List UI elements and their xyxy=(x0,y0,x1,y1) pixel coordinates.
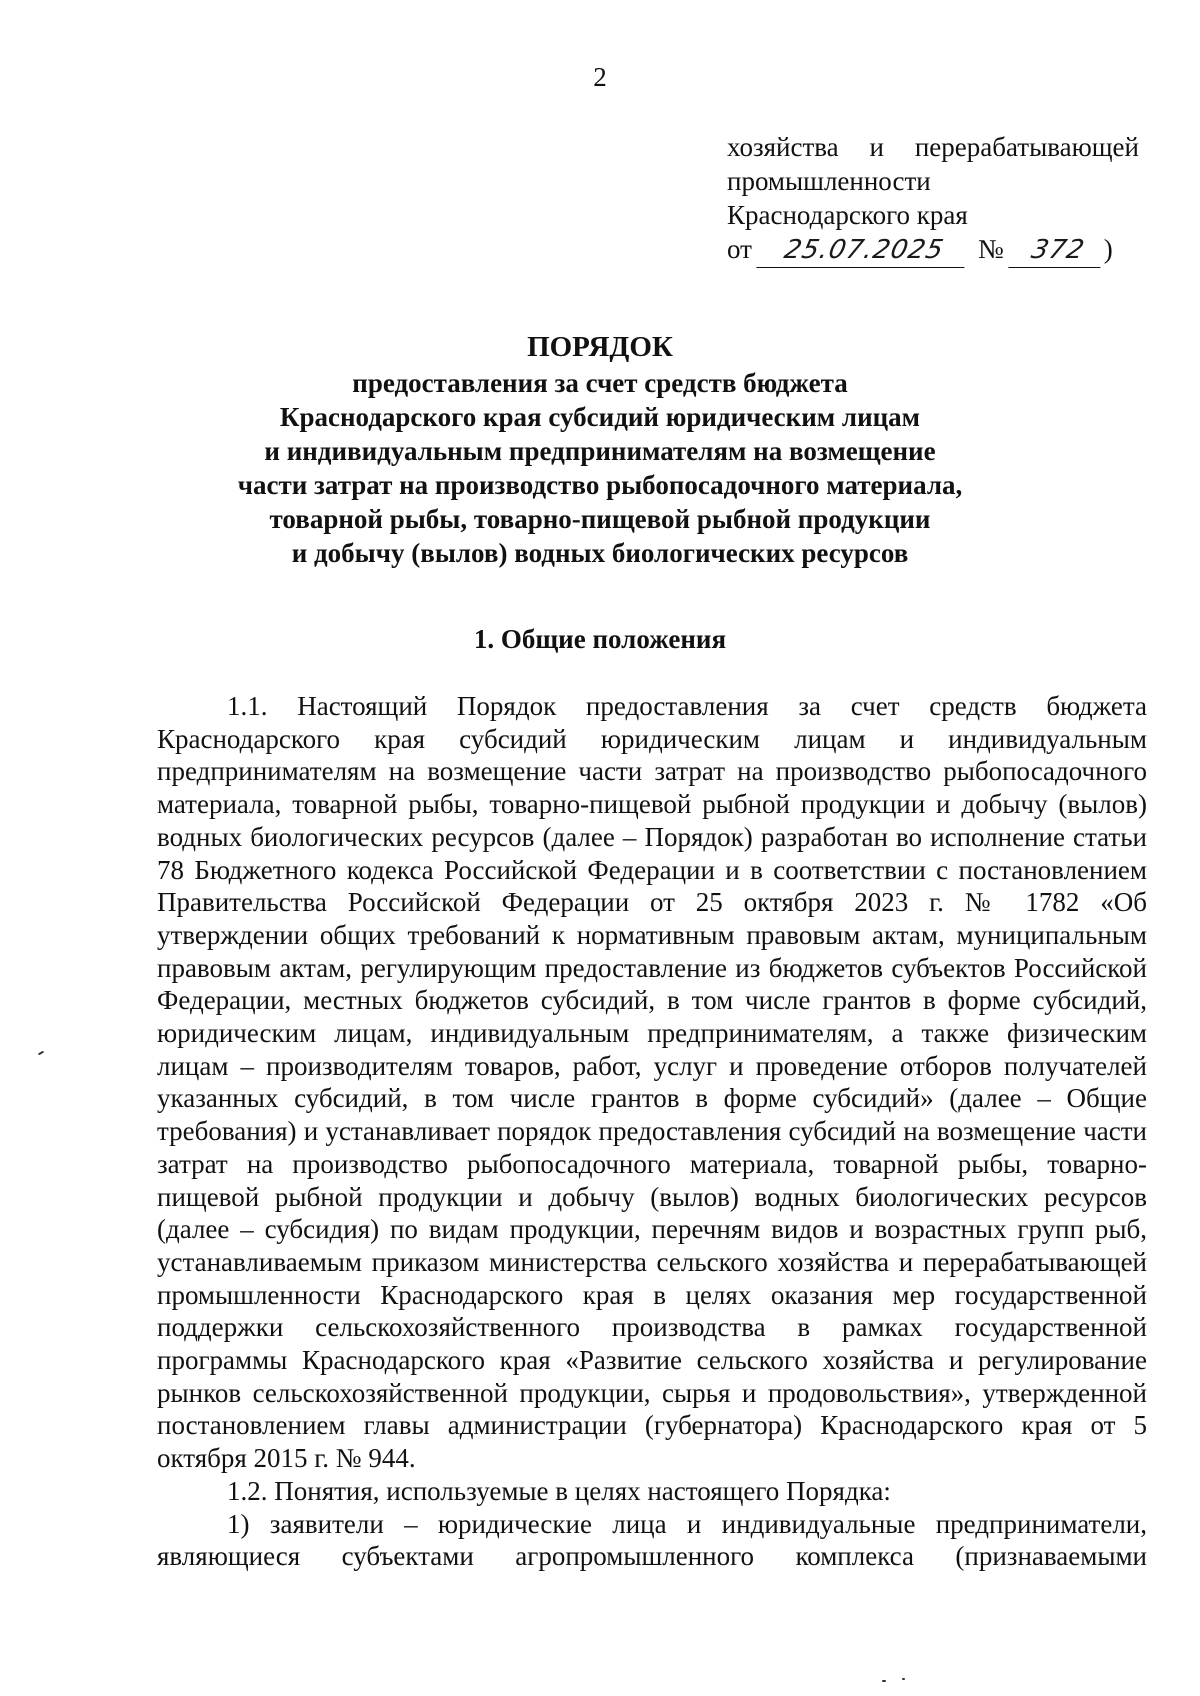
title-line: и добычу (вылов) водных биологических ресурсов xyxy=(291,538,909,568)
handwritten-date: 25.07.2025 xyxy=(756,233,971,268)
header-line-2: промышленности xyxy=(727,166,931,196)
header-word: перерабатывающей xyxy=(914,132,1139,162)
document-title xyxy=(0,330,1200,570)
paragraph-1-1: 1.1. Настоящий Порядок предоставления за счет средств бюджета Краснодарского края субсидий юридическим лицам и индивидуальным предпринимателям на возмещение части затрат на производство рыбопосадочного материала, товарной рыбы, товарно-пищевой рыбной продукции и добычу (вылов) водных биологических ресурсов (далее – Порядок) разработан во исполнение статьи 78 Бюджетного кодекса Российской Федерации и в соответствии с постановлением Правительства Российской Федерации от 25 октября 2023 г. № 1782 «Об утверждении общих требований к нормативным правовым актам, муниципальным правовым актам, регулирующим предоставление из бюджетов субъектов Российской Федерации, местных бюджетов субсидий, в том числе грантов в форме субсидий, юридическим лицам, индивидуальным предпринимателям, а также физическим лицам – производителям товаров, работ, услуг и проведение отборов получателей указанных субсидий, в том числе грантов в форме субсидий» (далее – Общие требования) и устанавливает порядок предоставления субсидий на возмещение части затрат на производство рыбопосадочного материала, товарной рыбы, товарно-пищевой рыбной продукции и добычу (вылов) водных биологических ресурсов (далее – субсидия) по видам продукции, перечням видов и возрастных групп рыб, устанавливаемым приказом министерства сельского хозяйства и перерабатывающей промышленности Краснодарского края в целях оказания мер государственной поддержки сельскохозяйственного производства в рамках государственной программы Краснодарского края «Развитие сельского хозяйства и регулирование рынков сельскохозяйственной продукции, сырья и продовольствия», утвержденной постановлением главы администрации (губернатора) Краснодарского края от 5 октября 2015 г. № 944. xyxy=(157,691,1147,1474)
approval-header xyxy=(727,130,1147,268)
section-body xyxy=(157,690,1147,1573)
page-number: 2 xyxy=(593,62,607,92)
title-line: Краснодарского края субсидий юридическим лицам xyxy=(279,402,921,432)
handwritten-number: 372 xyxy=(1008,233,1107,268)
date-prefix: от xyxy=(727,234,752,264)
header-word: хозяйства xyxy=(727,132,839,162)
header-line-1 xyxy=(727,130,1139,164)
title-main: ПОРЯДОК xyxy=(527,331,673,363)
paragraph-1-2: 1.2. Понятия, используемые в целях настоящего Порядка: xyxy=(227,1475,891,1506)
number-sign: № xyxy=(977,234,1004,264)
title-line: товарной рыбы, товарно-пищевой рыбной продукции xyxy=(269,504,931,534)
title-line: части затрат на производство рыбопосадочного материала, xyxy=(237,470,963,500)
title-line: предоставления за счет средств бюджета xyxy=(352,368,848,398)
paragraph-item-1: 1) заявители – юридические лица и индивидуальные предприниматели, являющиеся субъектами агропромышленного комплекса (признаваемыми xyxy=(157,1508,1147,1572)
scan-speck xyxy=(38,1051,44,1056)
section-heading: 1. Общие положения xyxy=(473,624,727,654)
scan-speck xyxy=(902,1678,905,1680)
header-word: и xyxy=(869,132,884,162)
header-line-3: Краснодарского края xyxy=(727,200,968,230)
title-line: и индивидуальным предпринимателям на возмещение xyxy=(264,436,936,466)
closing-paren: ) xyxy=(1103,234,1113,264)
scan-speck xyxy=(882,1680,886,1682)
date-number-row xyxy=(727,232,1147,268)
